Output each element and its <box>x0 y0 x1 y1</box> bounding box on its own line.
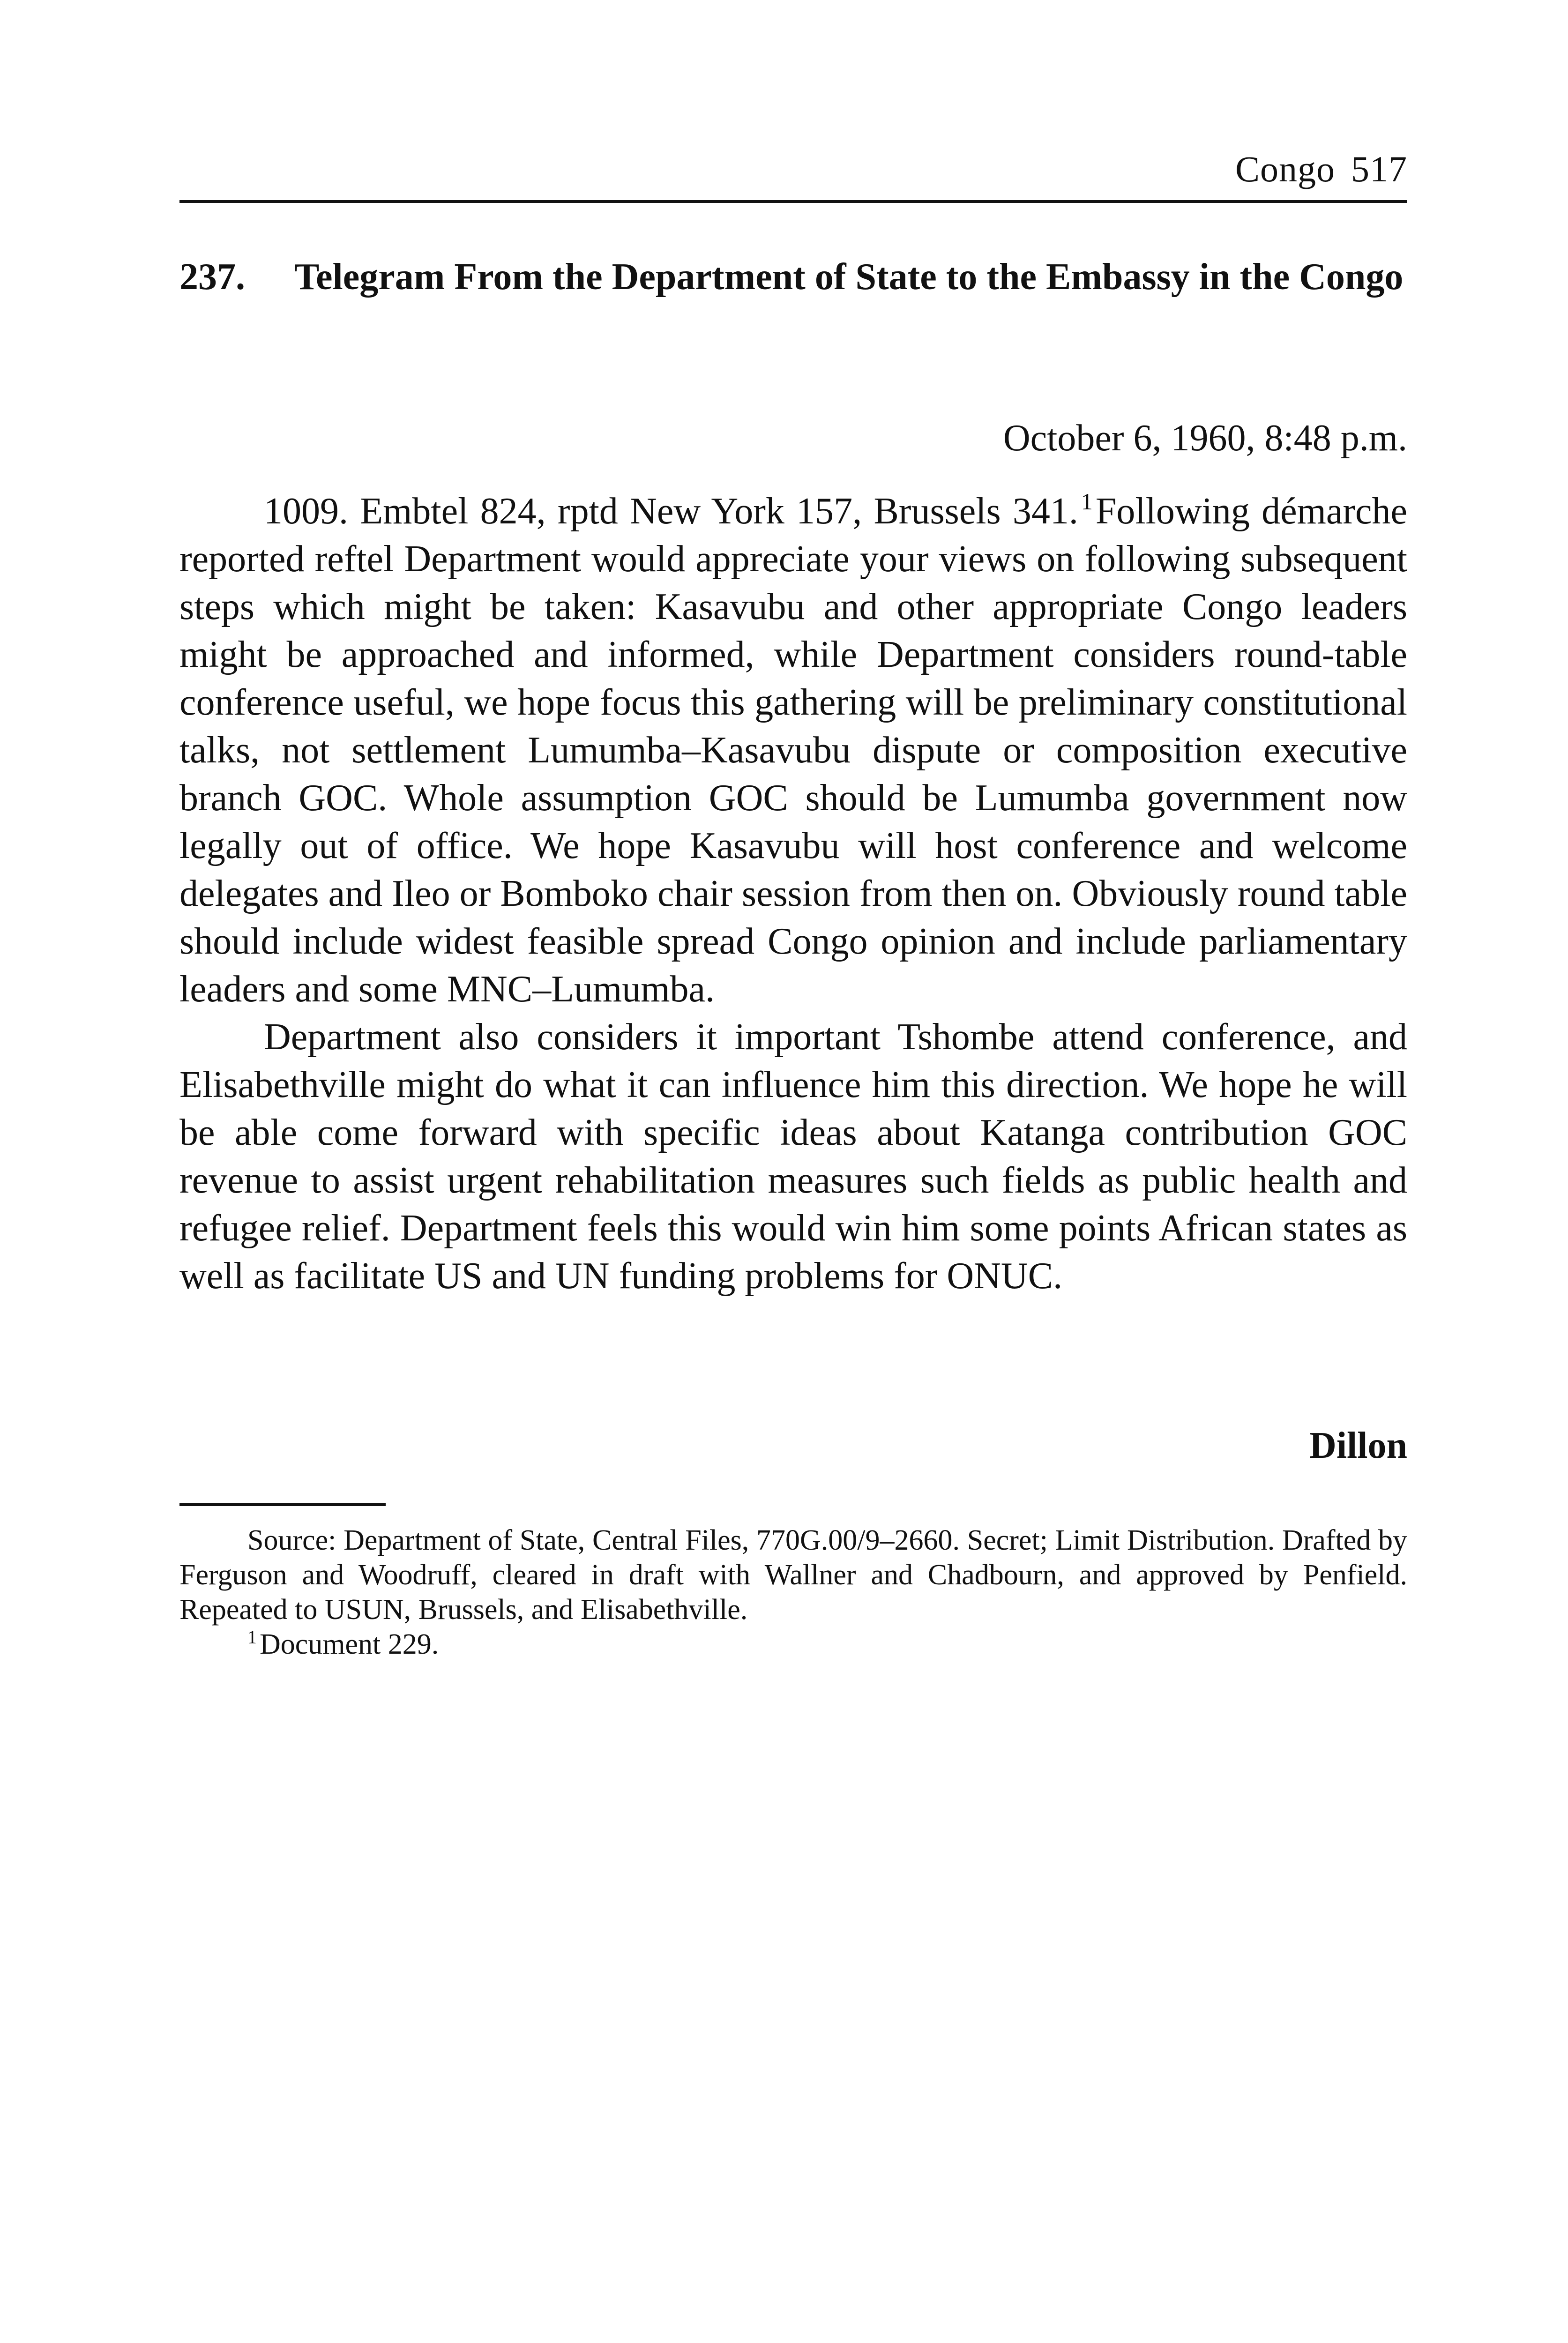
document-page <box>179 0 1407 2343</box>
paragraph-1-start: 1009. Embtel 824, rptd New York 157, Brussels 341. <box>264 491 1078 532</box>
dateline: October 6, 1960, 8:48 p.m. <box>1003 418 1407 459</box>
footnote-rule <box>179 1503 386 1506</box>
page-number: 517 <box>1351 149 1407 189</box>
footnote-1-mark: 1 <box>247 1627 257 1648</box>
running-head <box>1235 151 1407 187</box>
source-note: Source: Department of State, Central Files, 770G.00/9–2660. Secret; Limit Distribution. Drafted by Ferguson and Woodruff, cleared in draft with Wallner and Chadbourn, and approved by Penfield. Repeated to USUN, Brussels, and Elisabethville. <box>179 1524 1407 1626</box>
paragraph-2: Department also considers it important Tshombe attend conference, and Elisabethville might do what it can influence him this direction. We hope he will be able come forward with specific ideas about Katanga contribution GOC revenue to assist urgent rehabilitation measures such fields as public health and refugee relief. Department feels this would win him some points African states as well as facilitate US and UN funding problems for ONUC. <box>179 1016 1407 1297</box>
paragraph-1-rest: Following démarche reported reftel Department would appreciate your views on following subsequent steps which might be taken: Kasavubu and other appropriate Congo leaders might be approached and informed, while Department considers round-table conference useful, we hope focus this gathering will be preliminary constitutional talks, not settlement Lumumba–Kasavubu dispute or composition executive branch GOC. Whole assumption GOC should be Lumumba government now legally out of office. We hope Kasavubu will host conference and welcome delegates and Ileo or Bomboko chair session from then on. Obviously round table should include widest feasible spread Congo opinion and include parliamentary leaders and some MNC–Lumumba. <box>179 491 1408 1010</box>
footnotes <box>179 1523 1407 1662</box>
document-title <box>179 253 1407 301</box>
telegram-body <box>179 487 1407 1300</box>
document-heading: Telegram From the Department of State to the Embassy in the Congo <box>294 256 1404 298</box>
signature: Dillon <box>1309 1425 1407 1466</box>
header-rule <box>179 200 1407 203</box>
footnote-1 <box>179 1627 1407 1662</box>
paragraph-1 <box>179 487 1407 1013</box>
footnote-reference-1: 1 <box>1081 488 1093 515</box>
document-number: 237. <box>179 256 245 298</box>
running-head-title: Congo <box>1235 149 1335 189</box>
footnote-1-text: Document 229. <box>260 1628 439 1660</box>
